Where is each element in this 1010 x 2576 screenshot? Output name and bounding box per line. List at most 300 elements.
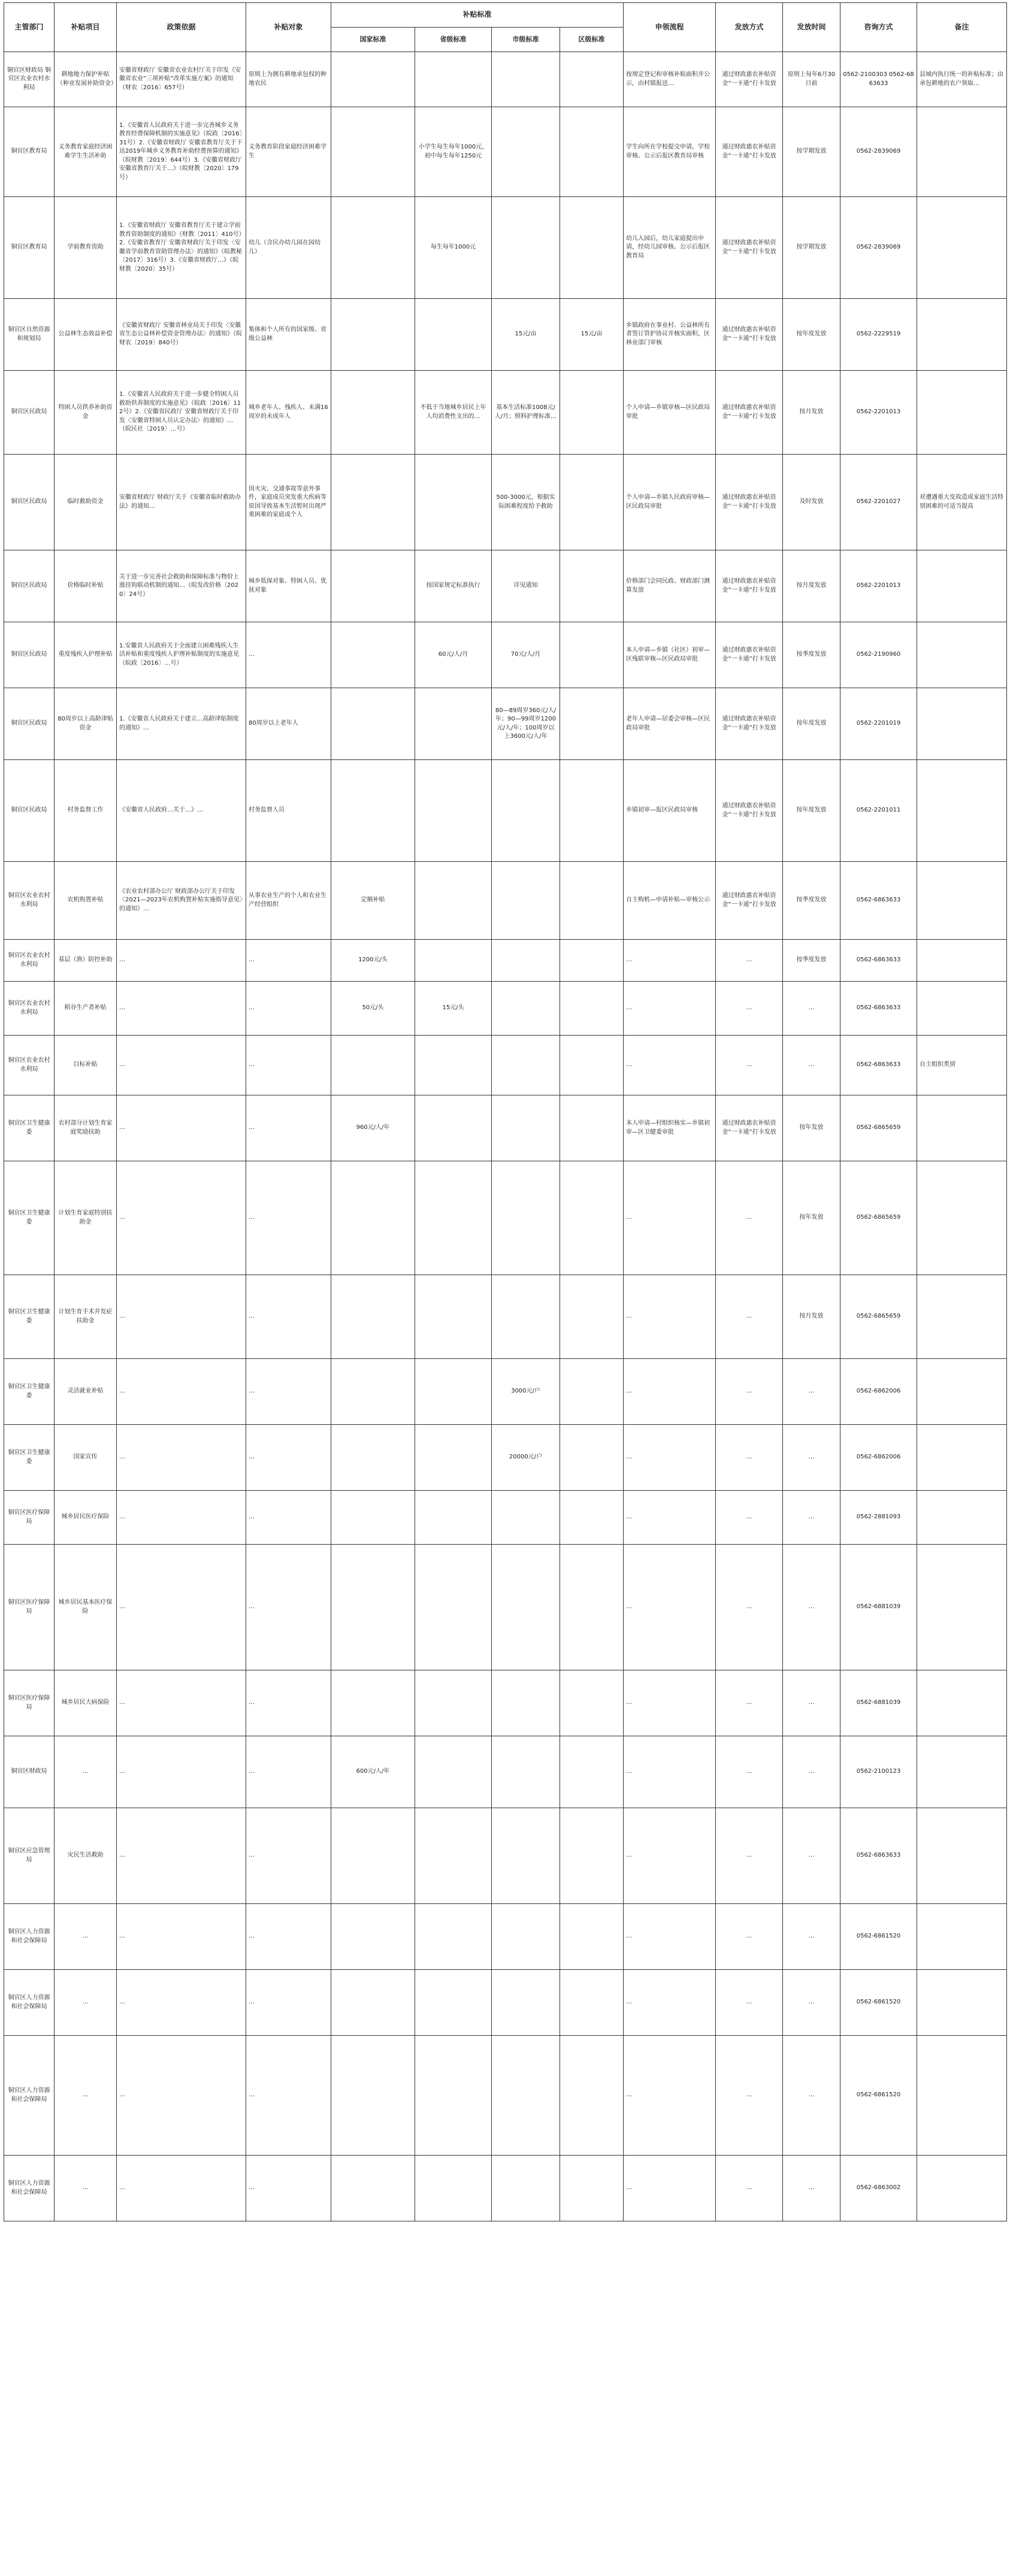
time-cell: …	[783, 1036, 840, 1095]
consult-cell: 0562-2190960	[840, 622, 917, 688]
basis-cell: 1.安徽省人民政府关于全面建立困难残疾人生活补贴和重度残疾人护理补贴制度的实施意见（皖政〔2016〕…号）	[117, 622, 246, 688]
consult-cell: 0562-2201013	[840, 550, 917, 622]
project-cell: …	[55, 1904, 117, 1970]
process-cell: …	[624, 1808, 716, 1904]
consult-cell: 0562-6863633	[840, 862, 917, 940]
process-cell: …	[624, 1425, 716, 1491]
process-cell: 幼儿入园后，幼儿家庭提出申请，经幼儿园审核、公示后报区教育局	[624, 197, 716, 299]
target-cell: 从事农业生产的个人和农业生产经营组织	[246, 862, 331, 940]
header-dept: 主管部门	[4, 3, 55, 52]
national-standard-cell: 600元/人/年	[331, 1736, 415, 1808]
dept-cell: 铜官区农业农村水利局	[4, 940, 55, 982]
remark-cell: 自主组织类别	[917, 1036, 1007, 1095]
consult-cell: 0562-2100123	[840, 1736, 917, 1808]
province-standard-cell	[415, 940, 492, 982]
province-standard-cell	[415, 1036, 492, 1095]
header-consult: 咨询方式	[840, 3, 917, 52]
process-cell: 个人申请—乡镇人民政府审核—区民政局审批	[624, 455, 716, 550]
project-cell: 城乡居民基本医疗保险	[55, 1545, 117, 1670]
city-standard-cell: 500-3000元，根据实际困难程度给予救助	[492, 455, 560, 550]
project-cell: …	[55, 1736, 117, 1808]
city-standard-cell	[492, 197, 560, 299]
header-province: 省级标准	[415, 28, 492, 52]
district-standard-cell	[560, 1036, 624, 1095]
province-standard-cell	[415, 1670, 492, 1736]
project-cell: 城乡居民大病保险	[55, 1670, 117, 1736]
project-cell: 基层（渔）防控补助	[55, 940, 117, 982]
method-cell: …	[716, 982, 783, 1036]
province-standard-cell: 15元/头	[415, 982, 492, 1036]
project-cell: 国家宣传	[55, 1425, 117, 1491]
table-row	[4, 1736, 1007, 1808]
national-standard-cell: 1200元/头	[331, 940, 415, 982]
method-cell: …	[716, 940, 783, 982]
project-cell: 重度残疾人护理补贴	[55, 622, 117, 688]
dept-cell: 铜官区人力资源和社会保障局	[4, 1904, 55, 1970]
process-cell: …	[624, 2156, 716, 2221]
basis-cell: 《安徽省人民政府…关于…》…	[117, 760, 246, 862]
city-standard-cell	[492, 1275, 560, 1359]
method-cell: …	[716, 1808, 783, 1904]
method-cell: 通过财政惠农补贴资金“一卡通”打卡发放	[716, 622, 783, 688]
province-standard-cell	[415, 2036, 492, 2156]
table-row	[4, 1161, 1007, 1275]
consult-cell: 0562-6881039	[840, 1545, 917, 1670]
district-standard-cell	[560, 1736, 624, 1808]
time-cell: …	[783, 1425, 840, 1491]
target-cell: …	[246, 1095, 331, 1161]
remark-cell	[917, 760, 1007, 862]
process-cell: 乡镇政府在事业村、公益林所有者签订管护协议并核实面积，区林业部门审核	[624, 299, 716, 371]
dept-cell: 铜官区人力资源和社会保障局	[4, 2036, 55, 2156]
time-cell: 按季度发放	[783, 862, 840, 940]
time-cell: …	[783, 2036, 840, 2156]
consult-cell: 0562-2201019	[840, 688, 917, 760]
basis-cell: …	[117, 2036, 246, 2156]
province-standard-cell	[415, 52, 492, 107]
national-standard-cell	[331, 622, 415, 688]
province-standard-cell	[415, 1545, 492, 1670]
target-cell: 城乡低保对象、特困人员、优抚对象	[246, 550, 331, 622]
dept-cell: 铜官区财政局 铜官区农业农村水利局	[4, 52, 55, 107]
project-cell: 临时救助资金	[55, 455, 117, 550]
time-cell: …	[783, 1736, 840, 1808]
project-cell: 城乡居民医疗保险	[55, 1491, 117, 1545]
consult-cell: 0562-2201027	[840, 455, 917, 550]
province-standard-cell	[415, 1491, 492, 1545]
city-standard-cell	[492, 940, 560, 982]
header-process: 申领流程	[624, 3, 716, 52]
basis-cell: …	[117, 982, 246, 1036]
target-cell: …	[246, 1736, 331, 1808]
process-cell: …	[624, 1359, 716, 1425]
consult-cell: 0562-2201011	[840, 760, 917, 862]
dept-cell: 铜官区农业农村水利局	[4, 982, 55, 1036]
target-cell: 幼儿（含民办幼儿园在园幼儿）	[246, 197, 331, 299]
consult-cell: 0562-6861520	[840, 1904, 917, 1970]
target-cell: 村务监督人员	[246, 760, 331, 862]
time-cell: 原则上每年6月30日前	[783, 52, 840, 107]
method-cell: 通过财政惠农补贴资金“一卡通”打卡发放	[716, 1095, 783, 1161]
remark-cell	[917, 1970, 1007, 2036]
table-row	[4, 2156, 1007, 2221]
table-row	[4, 1808, 1007, 1904]
city-standard-cell	[492, 1736, 560, 1808]
remark-cell: 县域内执行统一的补贴标准；由承包耕地的农户领取…	[917, 52, 1007, 107]
method-cell: …	[716, 1161, 783, 1275]
project-cell: 耕地地力保护补贴（种业发展补助资金）	[55, 52, 117, 107]
city-standard-cell	[492, 52, 560, 107]
national-standard-cell	[331, 1670, 415, 1736]
province-standard-cell	[415, 1970, 492, 2036]
consult-cell: 0562-2229519	[840, 299, 917, 371]
process-cell: …	[624, 1970, 716, 2036]
basis-cell: …	[117, 1036, 246, 1095]
district-standard-cell	[560, 1670, 624, 1736]
basis-cell: 1.《安徽省人民政府关于进一步健全特困人员救助供养制度的实施意见》（皖政〔2016〕112号）2.《安徽省民政厅 安徽省财政厅关于印发〈安徽省特困人员认定办法〉的通知》…（皖民社〔2019〕…号）	[117, 371, 246, 455]
basis-cell: …	[117, 1545, 246, 1670]
subsidy-table	[4, 2, 1007, 2221]
method-cell: 通过财政惠农补贴资金“一卡通”打卡发放	[716, 299, 783, 371]
province-standard-cell: 按国家规定标准执行	[415, 550, 492, 622]
district-standard-cell	[560, 455, 624, 550]
city-standard-cell	[492, 1095, 560, 1161]
time-cell: …	[783, 1808, 840, 1904]
consult-cell: 0562-6865659	[840, 1161, 917, 1275]
method-cell: 通过财政惠农补贴资金“一卡通”打卡发放	[716, 371, 783, 455]
national-standard-cell: 50元/头	[331, 982, 415, 1036]
consult-cell: 0562-6862006	[840, 1359, 917, 1425]
district-standard-cell	[560, 1808, 624, 1904]
project-cell: 义务教育家庭经济困难学生生活补助	[55, 107, 117, 197]
target-cell: …	[246, 1808, 331, 1904]
district-standard-cell: 15元/亩	[560, 299, 624, 371]
target-cell: 义务教育阶段家庭经济困难学生	[246, 107, 331, 197]
table-row	[4, 299, 1007, 371]
city-standard-cell: 详见通知	[492, 550, 560, 622]
province-standard-cell	[415, 1904, 492, 1970]
consult-cell: 0562-2881093	[840, 1491, 917, 1545]
method-cell: 通过财政惠农补贴资金“一卡通”打卡发放	[716, 107, 783, 197]
remark-cell	[917, 1425, 1007, 1491]
time-cell: 按月发放	[783, 371, 840, 455]
city-standard-cell	[492, 982, 560, 1036]
basis-cell: 关于进一步完善社会救助和保障标准与物价上涨挂钩联动机制的通知…（皖发改价格〔2020〕24号）	[117, 550, 246, 622]
province-standard-cell	[415, 1275, 492, 1359]
process-cell: 价格部门会同民政、财政部门测算发放	[624, 550, 716, 622]
national-standard-cell	[331, 550, 415, 622]
dept-cell: 铜官区农业农村水利局	[4, 862, 55, 940]
target-cell: …	[246, 1545, 331, 1670]
dept-cell: 铜官区民政局	[4, 760, 55, 862]
time-cell: 按年度发放	[783, 299, 840, 371]
method-cell: …	[716, 1545, 783, 1670]
district-standard-cell	[560, 1161, 624, 1275]
basis-cell: …	[117, 1425, 246, 1491]
process-cell: 自主购机—申请补贴—审核公示	[624, 862, 716, 940]
remark-cell	[917, 622, 1007, 688]
process-cell: 本人申请—村组织核实—乡镇初审—区卫健委审批	[624, 1095, 716, 1161]
project-cell: 学前教育资助	[55, 197, 117, 299]
national-standard-cell	[331, 1275, 415, 1359]
basis-cell: 《安徽省财政厅 安徽省林业局关于印发〈安徽省生态公益林补偿资金管理办法〉的通知》（皖财农〔2019〕840号）	[117, 299, 246, 371]
header-row	[4, 3, 1007, 28]
target-cell: 因火灾、交通事故等意外事件，家庭成员突发重大疾病等原因导致基本生活暂时出现严重困难的家庭或个人	[246, 455, 331, 550]
method-cell: …	[716, 1904, 783, 1970]
city-standard-cell: 15元/亩	[492, 299, 560, 371]
dept-cell: 铜官区教育局	[4, 107, 55, 197]
district-standard-cell	[560, 622, 624, 688]
target-cell: …	[246, 1670, 331, 1736]
table-row	[4, 940, 1007, 982]
basis-cell: 1.《安徽省人民政府关于建立…高龄津贴制度的通知》…	[117, 688, 246, 760]
table-row	[4, 371, 1007, 455]
time-cell: …	[783, 1491, 840, 1545]
process-cell: 本人申请—乡镇（社区）初审—区残联审核—区民政局审批	[624, 622, 716, 688]
table-row	[4, 197, 1007, 299]
table-row	[4, 622, 1007, 688]
dept-cell: 铜官区卫生健康委	[4, 1275, 55, 1359]
process-cell: 学生向所在学校提交申请，学校审核、公示后报区教育局审核	[624, 107, 716, 197]
method-cell: …	[716, 1425, 783, 1491]
project-cell: 灾民生活救助	[55, 1808, 117, 1904]
header-target: 补贴对象	[246, 3, 331, 52]
city-standard-cell	[492, 2156, 560, 2221]
header-method: 发放方式	[716, 3, 783, 52]
project-cell: 特困人员供养补助资金	[55, 371, 117, 455]
project-cell: 农机购置补贴	[55, 862, 117, 940]
dept-cell: 铜官区医疗保障局	[4, 1545, 55, 1670]
city-standard-cell	[492, 1545, 560, 1670]
dept-cell: 铜官区财政局	[4, 1736, 55, 1808]
table-row	[4, 1275, 1007, 1359]
national-standard-cell	[331, 107, 415, 197]
district-standard-cell	[560, 197, 624, 299]
remark-cell	[917, 1161, 1007, 1275]
province-standard-cell	[415, 455, 492, 550]
project-cell: 公益林生态效益补偿	[55, 299, 117, 371]
basis-cell: …	[117, 940, 246, 982]
time-cell: 按月度发放	[783, 550, 840, 622]
national-standard-cell	[331, 1545, 415, 1670]
process-cell: …	[624, 1036, 716, 1095]
national-standard-cell	[331, 52, 415, 107]
remark-cell	[917, 1095, 1007, 1161]
table-row	[4, 862, 1007, 940]
table-row	[4, 52, 1007, 107]
remark-cell	[917, 371, 1007, 455]
time-cell: 按季度发放	[783, 940, 840, 982]
city-standard-cell: 80—89周岁360元/人/年；90—99周岁1200元/人/年；100周岁以上3600元/人/年	[492, 688, 560, 760]
district-standard-cell	[560, 371, 624, 455]
district-standard-cell	[560, 107, 624, 197]
city-standard-cell: 基本生活标准1008元/人/月；照料护理标准…	[492, 371, 560, 455]
basis-cell: …	[117, 1670, 246, 1736]
target-cell: …	[246, 2036, 331, 2156]
method-cell: …	[716, 1036, 783, 1095]
district-standard-cell	[560, 940, 624, 982]
remark-cell	[917, 550, 1007, 622]
project-cell: 灵活就业补贴	[55, 1359, 117, 1425]
dept-cell: 铜官区民政局	[4, 371, 55, 455]
table-row	[4, 1904, 1007, 1970]
city-standard-cell	[492, 1161, 560, 1275]
province-standard-cell: 小学生每生每年1000元，初中每生每年1250元	[415, 107, 492, 197]
time-cell: 按季度发放	[783, 622, 840, 688]
district-standard-cell	[560, 1425, 624, 1491]
method-cell: 通过财政惠农补贴资金“一卡通”打卡发放	[716, 862, 783, 940]
dept-cell: 铜官区应急管理局	[4, 1808, 55, 1904]
district-standard-cell	[560, 1491, 624, 1545]
province-standard-cell	[415, 1808, 492, 1904]
time-cell: 按年度发放	[783, 688, 840, 760]
province-standard-cell	[415, 760, 492, 862]
remark-cell	[917, 1491, 1007, 1545]
project-cell: 80周岁以上高龄津贴资金	[55, 688, 117, 760]
table-body	[4, 52, 1007, 2221]
process-cell: …	[624, 2036, 716, 2156]
time-cell: 及时发放	[783, 455, 840, 550]
process-cell: 老年人申请—居委会审核—区民政局审批	[624, 688, 716, 760]
project-cell: 村务监督工作	[55, 760, 117, 862]
dept-cell: 铜官区自然资源和规划局	[4, 299, 55, 371]
method-cell: …	[716, 1670, 783, 1736]
header-time: 发放时间	[783, 3, 840, 52]
table-row	[4, 1670, 1007, 1736]
dept-cell: 铜官区医疗保障局	[4, 1670, 55, 1736]
national-standard-cell	[331, 1161, 415, 1275]
district-standard-cell	[560, 1275, 624, 1359]
target-cell: 80周岁以上老年人	[246, 688, 331, 760]
district-standard-cell	[560, 1095, 624, 1161]
process-cell: 按规定登记和审核补贴面积并公示，由村镇报送…	[624, 52, 716, 107]
target-cell: …	[246, 940, 331, 982]
remark-cell	[917, 1545, 1007, 1670]
national-standard-cell	[331, 197, 415, 299]
province-standard-cell	[415, 1095, 492, 1161]
dept-cell: 铜官区人力资源和社会保障局	[4, 1970, 55, 2036]
table-row	[4, 2036, 1007, 2156]
target-cell: …	[246, 982, 331, 1036]
consult-cell: 0562-6863002	[840, 2156, 917, 2221]
dept-cell: 铜官区民政局	[4, 550, 55, 622]
project-cell: 计划生育手术并发症扶助金	[55, 1275, 117, 1359]
consult-cell: 0562-2100303 0562-6863633	[840, 52, 917, 107]
table-row	[4, 1036, 1007, 1095]
method-cell: …	[716, 1970, 783, 2036]
project-cell: …	[55, 2036, 117, 2156]
table-row	[4, 107, 1007, 197]
time-cell: …	[783, 1359, 840, 1425]
national-standard-cell	[331, 688, 415, 760]
dept-cell: 铜官区民政局	[4, 622, 55, 688]
header-standard: 补贴标准	[331, 3, 624, 28]
city-standard-cell: 3000元/户	[492, 1359, 560, 1425]
remark-cell	[917, 1275, 1007, 1359]
time-cell: 按学期发放	[783, 197, 840, 299]
city-standard-cell	[492, 107, 560, 197]
city-standard-cell: 20000元/户	[492, 1425, 560, 1491]
remark-cell	[917, 982, 1007, 1036]
consult-cell: 0562-6861520	[840, 2036, 917, 2156]
table-row	[4, 1970, 1007, 2036]
target-cell: 城乡老年人、残疾人、未满16周岁的未成年人	[246, 371, 331, 455]
basis-cell: …	[117, 2156, 246, 2221]
consult-cell: 0562-2839069	[840, 107, 917, 197]
time-cell: 按年度发放	[783, 760, 840, 862]
national-standard-cell	[331, 760, 415, 862]
time-cell: …	[783, 2156, 840, 2221]
dept-cell: 铜官区教育局	[4, 197, 55, 299]
process-cell: …	[624, 1491, 716, 1545]
method-cell: 通过财政惠农补贴资金“一卡通”打卡发放	[716, 455, 783, 550]
city-standard-cell	[492, 2036, 560, 2156]
remark-cell	[917, 688, 1007, 760]
national-standard-cell	[331, 2156, 415, 2221]
process-cell: …	[624, 982, 716, 1036]
table-row	[4, 688, 1007, 760]
district-standard-cell	[560, 688, 624, 760]
province-standard-cell: 每生每年1000元	[415, 197, 492, 299]
remark-cell	[917, 107, 1007, 197]
header-national: 国家标准	[331, 28, 415, 52]
table-row	[4, 455, 1007, 550]
basis-cell: …	[117, 1491, 246, 1545]
remark-cell	[917, 1736, 1007, 1808]
national-standard-cell	[331, 299, 415, 371]
method-cell: …	[716, 1359, 783, 1425]
national-standard-cell	[331, 1491, 415, 1545]
header-basis: 政策依据	[117, 3, 246, 52]
time-cell: 按年发放	[783, 1095, 840, 1161]
national-standard-cell	[331, 2036, 415, 2156]
dept-cell: 铜官区医疗保障局	[4, 1491, 55, 1545]
process-cell: …	[624, 1904, 716, 1970]
basis-cell: 1.《安徽省人民政府关于进一步完善城乡义务教育经费保障机制的实施意见》（皖政〔2016〕31号）2.《安徽省财政厅 安徽省教育厅关于下达2019年城乡义务教育补助经费预算的通知》（皖财教〔2019〕644号）3.《安徽省财政厅 安徽省教育厅关于…》（皖财教〔2020〕179号）	[117, 107, 246, 197]
project-cell: 目标补贴	[55, 1036, 117, 1095]
header-city: 市级标准	[492, 28, 560, 52]
table-row	[4, 982, 1007, 1036]
city-standard-cell	[492, 1970, 560, 2036]
target-cell: 集体和个人所有的国家级、省级公益林	[246, 299, 331, 371]
remark-cell	[917, 2036, 1007, 2156]
dept-cell: 铜官区人力资源和社会保障局	[4, 2156, 55, 2221]
consult-cell: 0562-6881039	[840, 1670, 917, 1736]
time-cell: …	[783, 1970, 840, 2036]
target-cell: …	[246, 1161, 331, 1275]
time-cell: …	[783, 1545, 840, 1670]
province-standard-cell	[415, 1359, 492, 1425]
time-cell: …	[783, 1904, 840, 1970]
header-district: 区级标准	[560, 28, 624, 52]
dept-cell: 铜官区卫生健康委	[4, 1095, 55, 1161]
basis-cell: 安徽省财政厅 财政厅关于《安徽省临时救助办法》的通知…	[117, 455, 246, 550]
consult-cell: 0562-6863633	[840, 940, 917, 982]
city-standard-cell	[492, 1670, 560, 1736]
time-cell: 按月发放	[783, 1275, 840, 1359]
project-cell: 农村部分计划生育家庭奖励扶助	[55, 1095, 117, 1161]
remark-cell	[917, 1808, 1007, 1904]
remark-cell	[917, 862, 1007, 940]
project-cell: …	[55, 1970, 117, 2036]
city-standard-cell	[492, 1808, 560, 1904]
district-standard-cell	[560, 52, 624, 107]
method-cell: 通过财政惠农补贴资金“一卡通”打卡发放	[716, 760, 783, 862]
province-standard-cell	[415, 688, 492, 760]
district-standard-cell	[560, 1545, 624, 1670]
time-cell: …	[783, 982, 840, 1036]
consult-cell: 0562-2839069	[840, 197, 917, 299]
